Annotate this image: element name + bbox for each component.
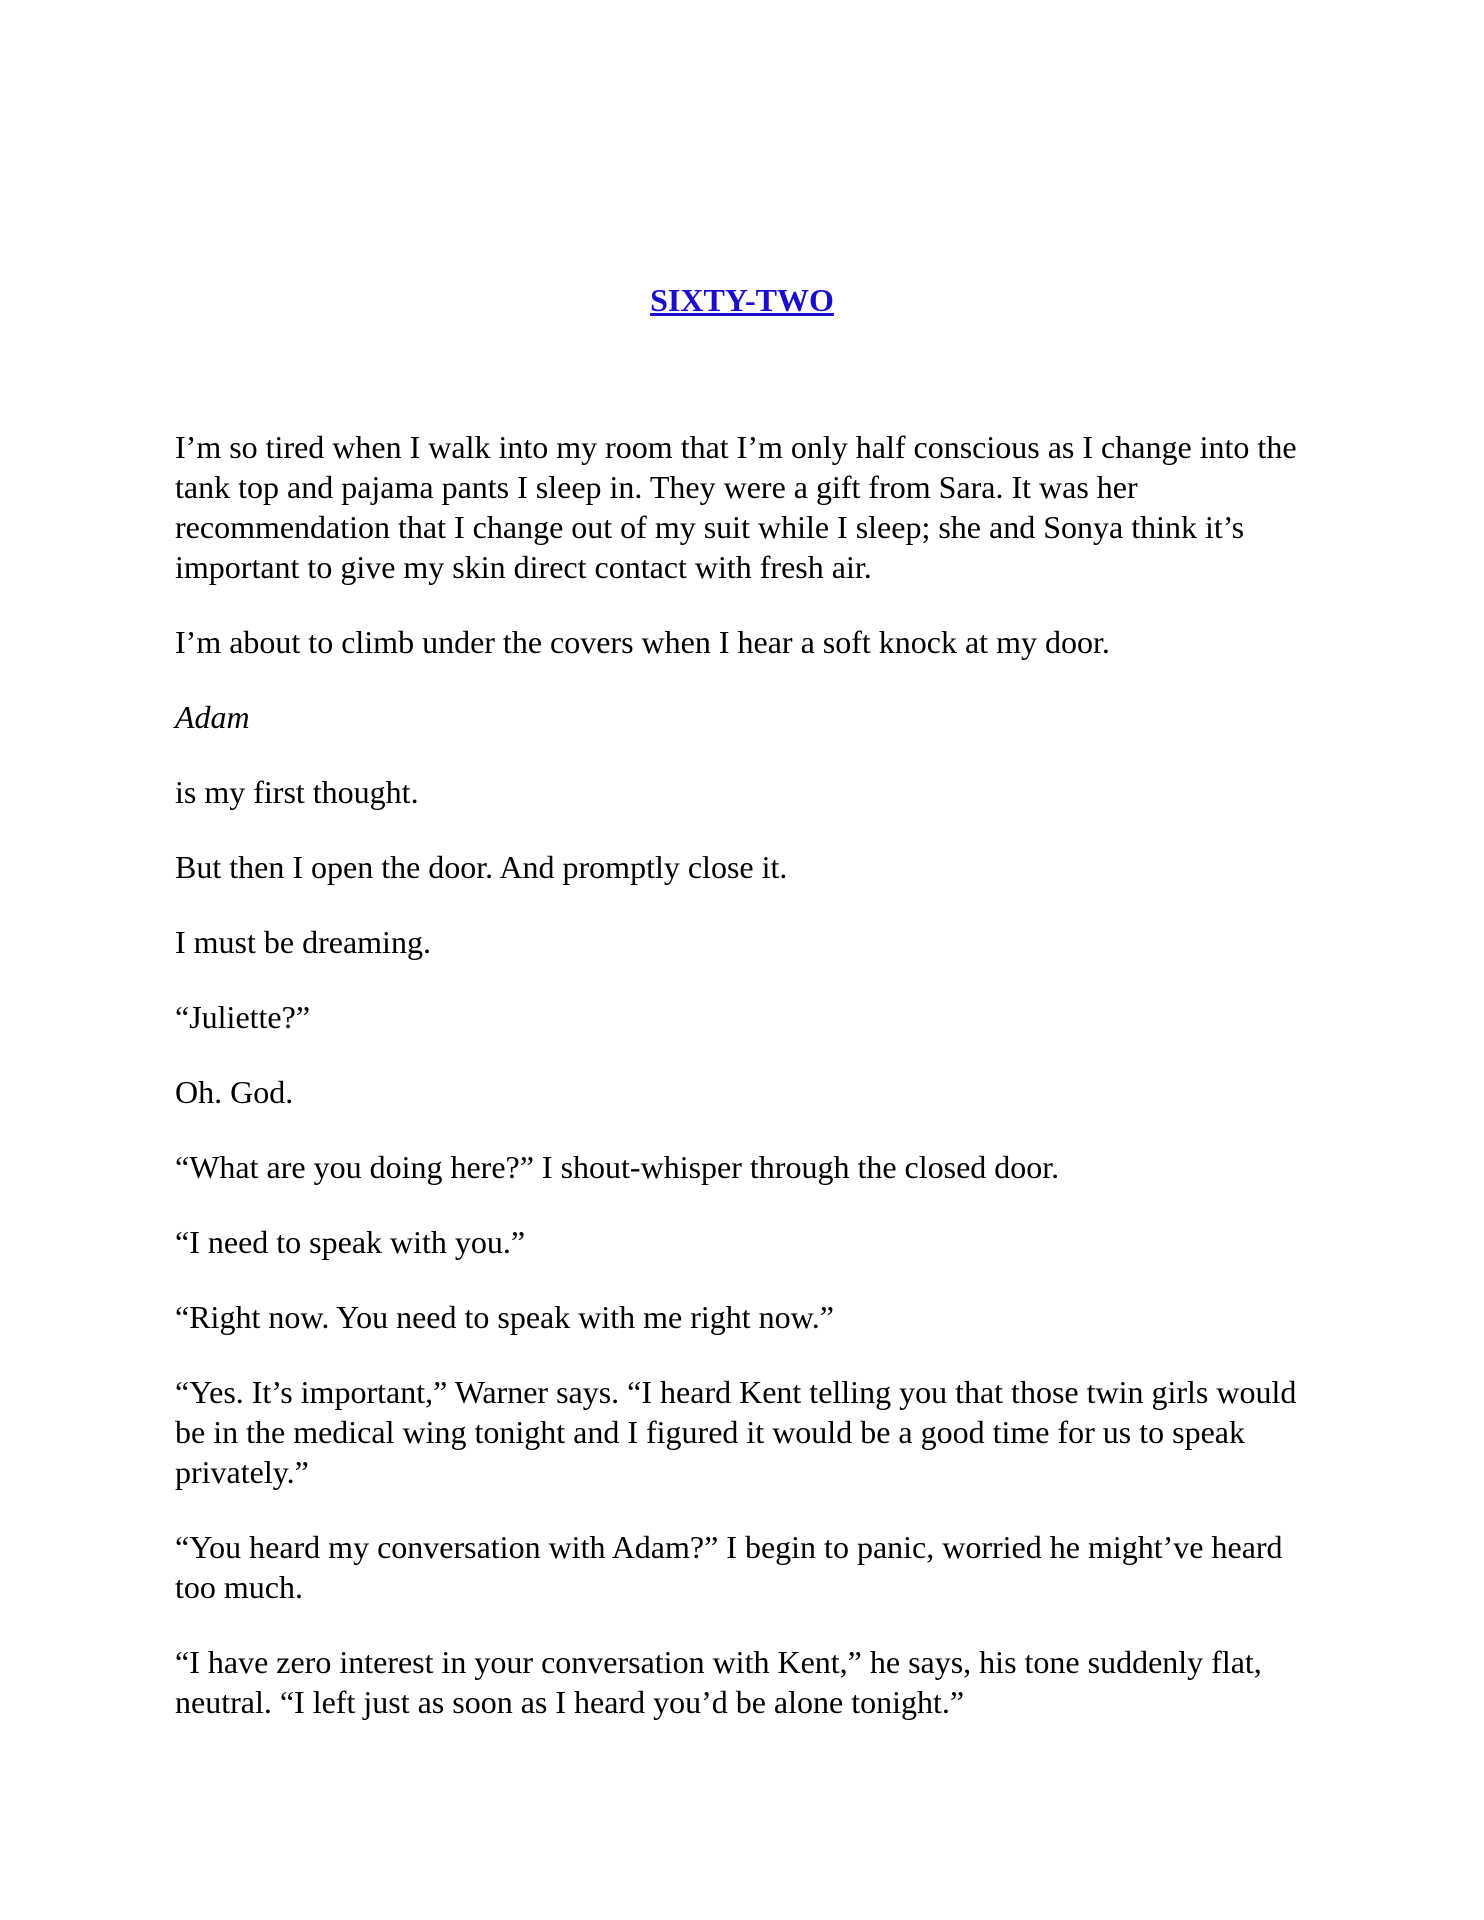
paragraph: is my first thought. bbox=[175, 774, 419, 810]
paragraph: “I have zero interest in your conversation with Kent,” he says, his tone suddenly flat, neutral. “I left just as soon as I heard you’d be alone tonight.” bbox=[175, 1644, 1262, 1720]
chapter-heading bbox=[0, 278, 1484, 322]
paragraph: “Right now. You need to speak with me right now.” bbox=[175, 1299, 834, 1335]
paragraph: I must be dreaming. bbox=[175, 924, 431, 960]
chapter-body bbox=[175, 427, 1315, 1757]
chapter-title-link[interactable]: SIXTY-TWO bbox=[650, 282, 834, 318]
paragraph: I’m so tired when I walk into my room that I’m only half conscious as I change into the tank top and pajama pants I sleep in. They were a gift from Sara. It was her recommendation that I change out of my suit while I sleep; she and Sonya think it’s important to give my skin direct contact with fresh air. bbox=[175, 429, 1297, 585]
paragraph: Oh. God. bbox=[175, 1074, 294, 1110]
paragraph: “What are you doing here?” I shout-whisper through the closed door. bbox=[175, 1149, 1060, 1185]
paragraph: But then I open the door. And promptly close it. bbox=[175, 849, 788, 885]
paragraph: “Yes. It’s important,” Warner says. “I heard Kent telling you that those twin girls would be in the medical wing tonight and I figured it would be a good time for us to speak privately.” bbox=[175, 1374, 1297, 1490]
paragraph: I’m about to climb under the covers when I hear a soft knock at my door. bbox=[175, 624, 1110, 660]
paragraph: “You heard my conversation with Adam?” I begin to panic, worried he might’ve heard too much. bbox=[175, 1529, 1283, 1605]
paragraph: “Juliette?” bbox=[175, 999, 311, 1035]
paragraph: “I need to speak with you.” bbox=[175, 1224, 526, 1260]
paragraph-italic: Adam bbox=[175, 699, 250, 735]
